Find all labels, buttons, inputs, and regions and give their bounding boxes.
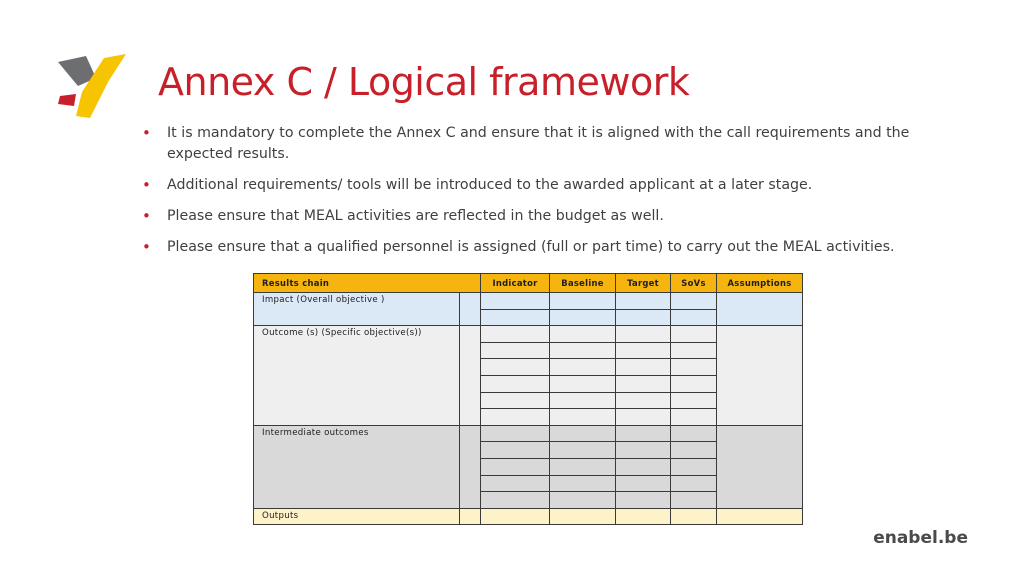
- enabel-logo: [52, 52, 132, 122]
- header-results-chain: Results chain: [254, 274, 481, 293]
- table-cell[interactable]: [616, 409, 671, 426]
- table-cell[interactable]: [481, 492, 550, 509]
- table-cell[interactable]: [550, 409, 616, 426]
- table-cell[interactable]: [717, 425, 803, 508]
- table-cell[interactable]: [671, 293, 717, 310]
- table-cell[interactable]: [671, 309, 717, 326]
- table-cell[interactable]: [481, 375, 550, 392]
- table-cell[interactable]: [616, 475, 671, 492]
- table-cell[interactable]: [550, 392, 616, 409]
- table-cell[interactable]: [671, 392, 717, 409]
- table-cell[interactable]: [616, 508, 671, 525]
- table-cell[interactable]: [616, 375, 671, 392]
- table-cell[interactable]: [671, 508, 717, 525]
- bullet-item: • Please ensure that a qualified personnel is assigned (full or part time) to carry out the MEAL activities.: [142, 237, 932, 258]
- header-sovs: SoVs: [671, 274, 717, 293]
- table-cell[interactable]: [550, 359, 616, 376]
- header-indicator: Indicator: [481, 274, 550, 293]
- table-cell[interactable]: [616, 326, 671, 343]
- table-cell[interactable]: [460, 293, 481, 326]
- table-cell[interactable]: [671, 458, 717, 475]
- header-baseline: Baseline: [550, 274, 616, 293]
- table-cell[interactable]: [616, 342, 671, 359]
- table-cell[interactable]: [616, 442, 671, 459]
- table-cell[interactable]: [550, 508, 616, 525]
- table-cell[interactable]: [671, 326, 717, 343]
- table-cell[interactable]: [481, 293, 550, 310]
- table-cell[interactable]: [671, 425, 717, 442]
- table-cell[interactable]: [460, 326, 481, 426]
- table-cell[interactable]: [550, 326, 616, 343]
- table-cell[interactable]: [550, 309, 616, 326]
- table-cell[interactable]: [481, 425, 550, 442]
- table-cell[interactable]: [550, 293, 616, 310]
- table-cell[interactable]: [671, 342, 717, 359]
- table-cell[interactable]: [481, 475, 550, 492]
- table-cell[interactable]: [616, 492, 671, 509]
- bullet-item: • It is mandatory to complete the Annex C and ensure that it is aligned with the call requirements and the expected results.: [142, 123, 932, 165]
- table-cell[interactable]: [671, 475, 717, 492]
- table-cell[interactable]: [616, 293, 671, 310]
- header-target: Target: [616, 274, 671, 293]
- bullet-item: • Additional requirements/ tools will be introduced to the awarded applicant at a later stage.: [142, 175, 932, 196]
- table-cell[interactable]: [481, 392, 550, 409]
- bullet-list: [142, 123, 932, 268]
- impact-label: Impact (Overall objective ): [254, 293, 460, 326]
- table-cell[interactable]: [550, 425, 616, 442]
- table-cell[interactable]: [550, 342, 616, 359]
- table-row: [254, 425, 803, 442]
- table-row: [254, 293, 803, 310]
- table-cell[interactable]: [671, 442, 717, 459]
- table-cell[interactable]: [616, 359, 671, 376]
- table-cell[interactable]: [481, 359, 550, 376]
- table-cell[interactable]: [616, 425, 671, 442]
- table-cell[interactable]: [481, 458, 550, 475]
- bullet-item: • Please ensure that MEAL activities are reflected in the budget as well.: [142, 206, 932, 227]
- table-cell[interactable]: [550, 475, 616, 492]
- table-cell[interactable]: [671, 492, 717, 509]
- table-cell[interactable]: [616, 392, 671, 409]
- table-cell[interactable]: [481, 342, 550, 359]
- table-cell[interactable]: [717, 293, 803, 326]
- table-cell[interactable]: [671, 409, 717, 426]
- table-cell[interactable]: [481, 442, 550, 459]
- table-cell[interactable]: [481, 309, 550, 326]
- logframe-table: [253, 273, 803, 525]
- table-cell[interactable]: [717, 508, 803, 525]
- table-cell[interactable]: [481, 326, 550, 343]
- slide-title: Annex C / Logical framework: [158, 60, 690, 104]
- table-cell[interactable]: [550, 442, 616, 459]
- table-cell[interactable]: [550, 375, 616, 392]
- table-cell[interactable]: [481, 508, 550, 525]
- table-cell[interactable]: [460, 425, 481, 508]
- table-cell[interactable]: [616, 309, 671, 326]
- brand-text: enabel.be: [873, 528, 968, 548]
- table-row: [254, 326, 803, 343]
- table-header-row: [254, 274, 803, 293]
- table-cell[interactable]: [717, 326, 803, 426]
- table-row: [254, 508, 803, 525]
- table-cell[interactable]: [671, 359, 717, 376]
- table-cell[interactable]: [550, 492, 616, 509]
- intermediate-outcomes-label: Intermediate outcomes: [254, 425, 460, 508]
- outputs-label: Outputs: [254, 508, 460, 525]
- header-assumptions: Assumptions: [717, 274, 803, 293]
- table-cell[interactable]: [460, 508, 481, 525]
- outcome-label: Outcome (s) (Specific objective(s)): [254, 326, 460, 426]
- table-cell[interactable]: [481, 409, 550, 426]
- table-cell[interactable]: [550, 458, 616, 475]
- table-cell[interactable]: [671, 375, 717, 392]
- table-cell[interactable]: [616, 458, 671, 475]
